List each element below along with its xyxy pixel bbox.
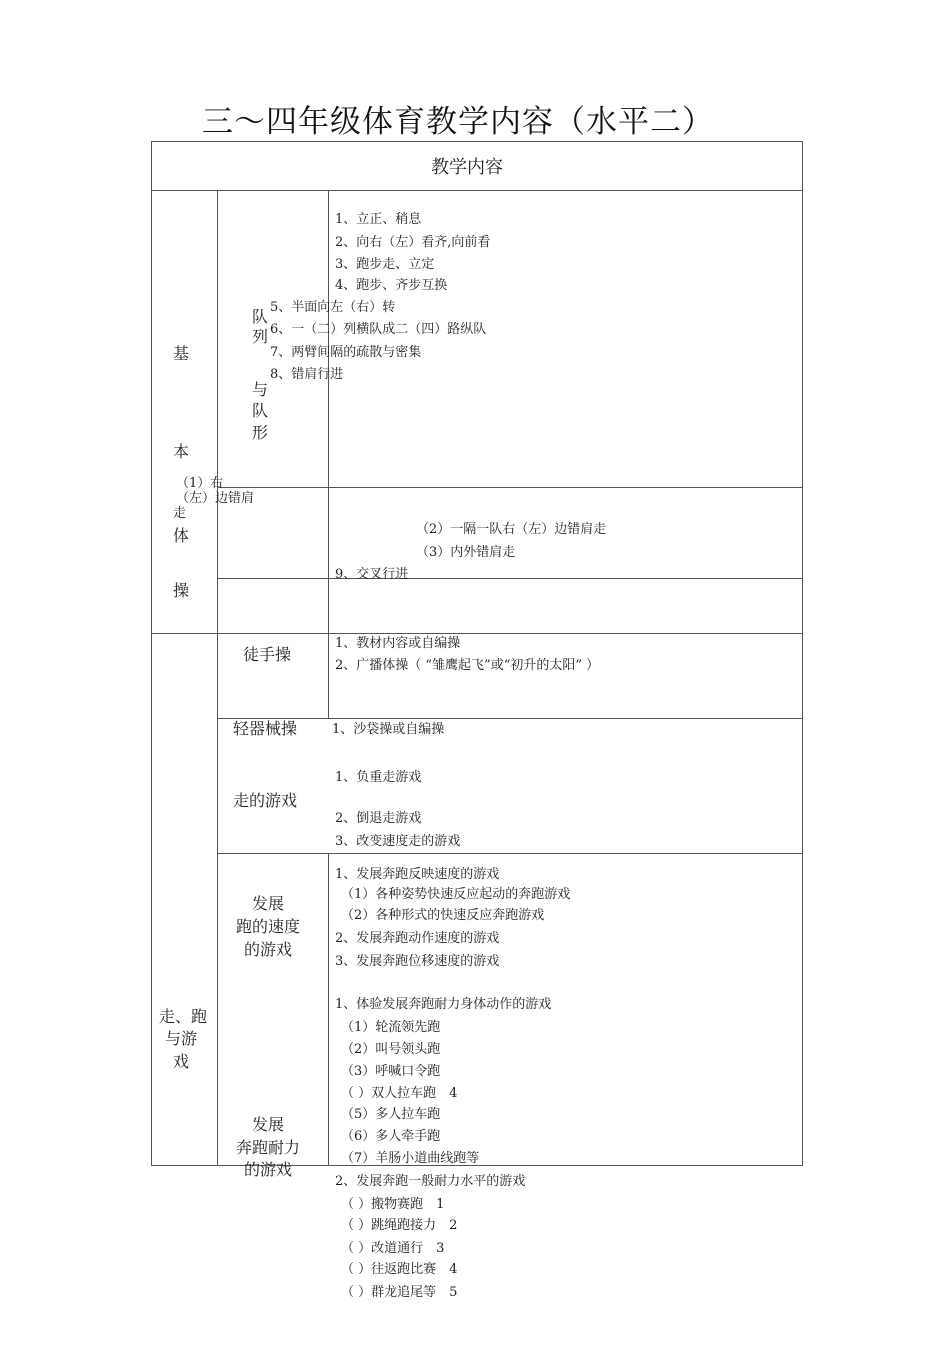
list-item: 1、沙袋操或自编操: [332, 722, 445, 737]
list-item: 2、发展奔跑动作速度的游戏: [335, 931, 500, 946]
list-item: （5）多人拉车跑: [341, 1107, 441, 1122]
endurance-games-label: 的游戏: [243, 1160, 292, 1179]
list-item: （1）右: [176, 476, 224, 491]
list-item: （7）羊肠小道曲线跑等: [341, 1151, 480, 1166]
list-item: 3、改变速度走的游戏: [335, 834, 461, 849]
list-item: （2）各种形式的快速反应奔跑游戏: [341, 908, 545, 923]
list-item: （ ）群龙追尾等 5: [341, 1285, 458, 1300]
page-title: 三～四年级体育教学内容（水平二）: [202, 104, 714, 140]
speed-games-label: 跑的速度: [235, 917, 300, 936]
list-item: （3）内外错肩走: [416, 545, 516, 560]
list-item: （3）呼喊口令跑: [341, 1064, 441, 1079]
category-char: 操: [173, 581, 190, 600]
list-item: 2、广播体操（ “雏鹰起飞”或“初升的太阳” ）: [335, 658, 600, 673]
walking-games-label: 走的游戏: [233, 791, 298, 810]
category-line: 走、跑: [159, 1007, 208, 1026]
light-equipment-label: 轻器械操: [233, 719, 298, 738]
endurance-games-label: 奔跑耐力: [235, 1138, 300, 1157]
category-char: 基: [173, 344, 190, 363]
list-item: （1）各种姿势快速反应起动的奔跑游戏: [341, 887, 571, 902]
list-item: 1、发展奔跑反映速度的游戏: [335, 867, 500, 882]
speed-games-label: 发展: [251, 894, 284, 913]
table-header: 教学内容: [431, 157, 503, 178]
category-line: 戏: [172, 1052, 189, 1071]
queue-label-char: 形: [252, 423, 269, 442]
list-item: （ ）搬物赛跑 1: [341, 1197, 445, 1212]
list-item: （左）边错肩: [176, 491, 255, 506]
list-item: （ ）双人拉车跑 4: [341, 1086, 458, 1101]
category-char: 本: [173, 442, 190, 461]
list-item: 8、错肩行进: [270, 367, 344, 382]
list-item: 2、发展奔跑一般耐力水平的游戏: [335, 1174, 526, 1189]
list-item: 6、一（二）列横队成二（四）路纵队: [270, 322, 487, 337]
category-line: 与游: [164, 1029, 197, 1048]
list-item: 3、发展奔跑位移速度的游戏: [335, 954, 500, 969]
queue-label-char: 队: [252, 307, 269, 326]
list-item: 1、立正、稍息: [335, 212, 422, 227]
list-item: （6）多人牵手跑: [341, 1129, 441, 1144]
category-char: 体: [173, 526, 190, 545]
list-item: 9、交叉行进: [335, 567, 409, 582]
endurance-games-label: 发展: [251, 1115, 284, 1134]
list-item: （ ）改道通行 3: [341, 1241, 445, 1256]
list-item: 2、向右（左）看齐,向前看: [335, 235, 491, 250]
freehand-label: 徒手操: [243, 645, 292, 664]
walk-label: 走: [173, 506, 187, 521]
list-item: 1、教材内容或自编操: [335, 636, 461, 651]
list-item: （1）轮流领先跑: [341, 1020, 441, 1035]
list-item: 1、体验发展奔跑耐力身体动作的游戏: [335, 997, 552, 1012]
list-item: 3、跑步走、立定: [335, 257, 435, 272]
list-item: （2）叫号领头跑: [341, 1042, 441, 1057]
queue-label-char: 队: [252, 401, 269, 420]
queue-label-char: 与: [252, 380, 269, 399]
list-item: 2、倒退走游戏: [335, 811, 422, 826]
list-item: 5、半面向左（右）转: [270, 300, 396, 315]
queue-label-char: 列: [252, 327, 269, 346]
list-item: （ ）往返跑比赛 4: [341, 1262, 458, 1277]
list-item: （2）一隔一队右（左）边错肩走: [416, 522, 607, 537]
list-item: 4、跑步、齐步互换: [335, 278, 448, 293]
list-item: （ ）跳绳跑接力 2: [341, 1218, 458, 1233]
speed-games-label: 的游戏: [243, 940, 292, 959]
list-item: 1、负重走游戏: [335, 770, 422, 785]
list-item: 7、两臂间隔的疏散与密集: [270, 345, 422, 360]
